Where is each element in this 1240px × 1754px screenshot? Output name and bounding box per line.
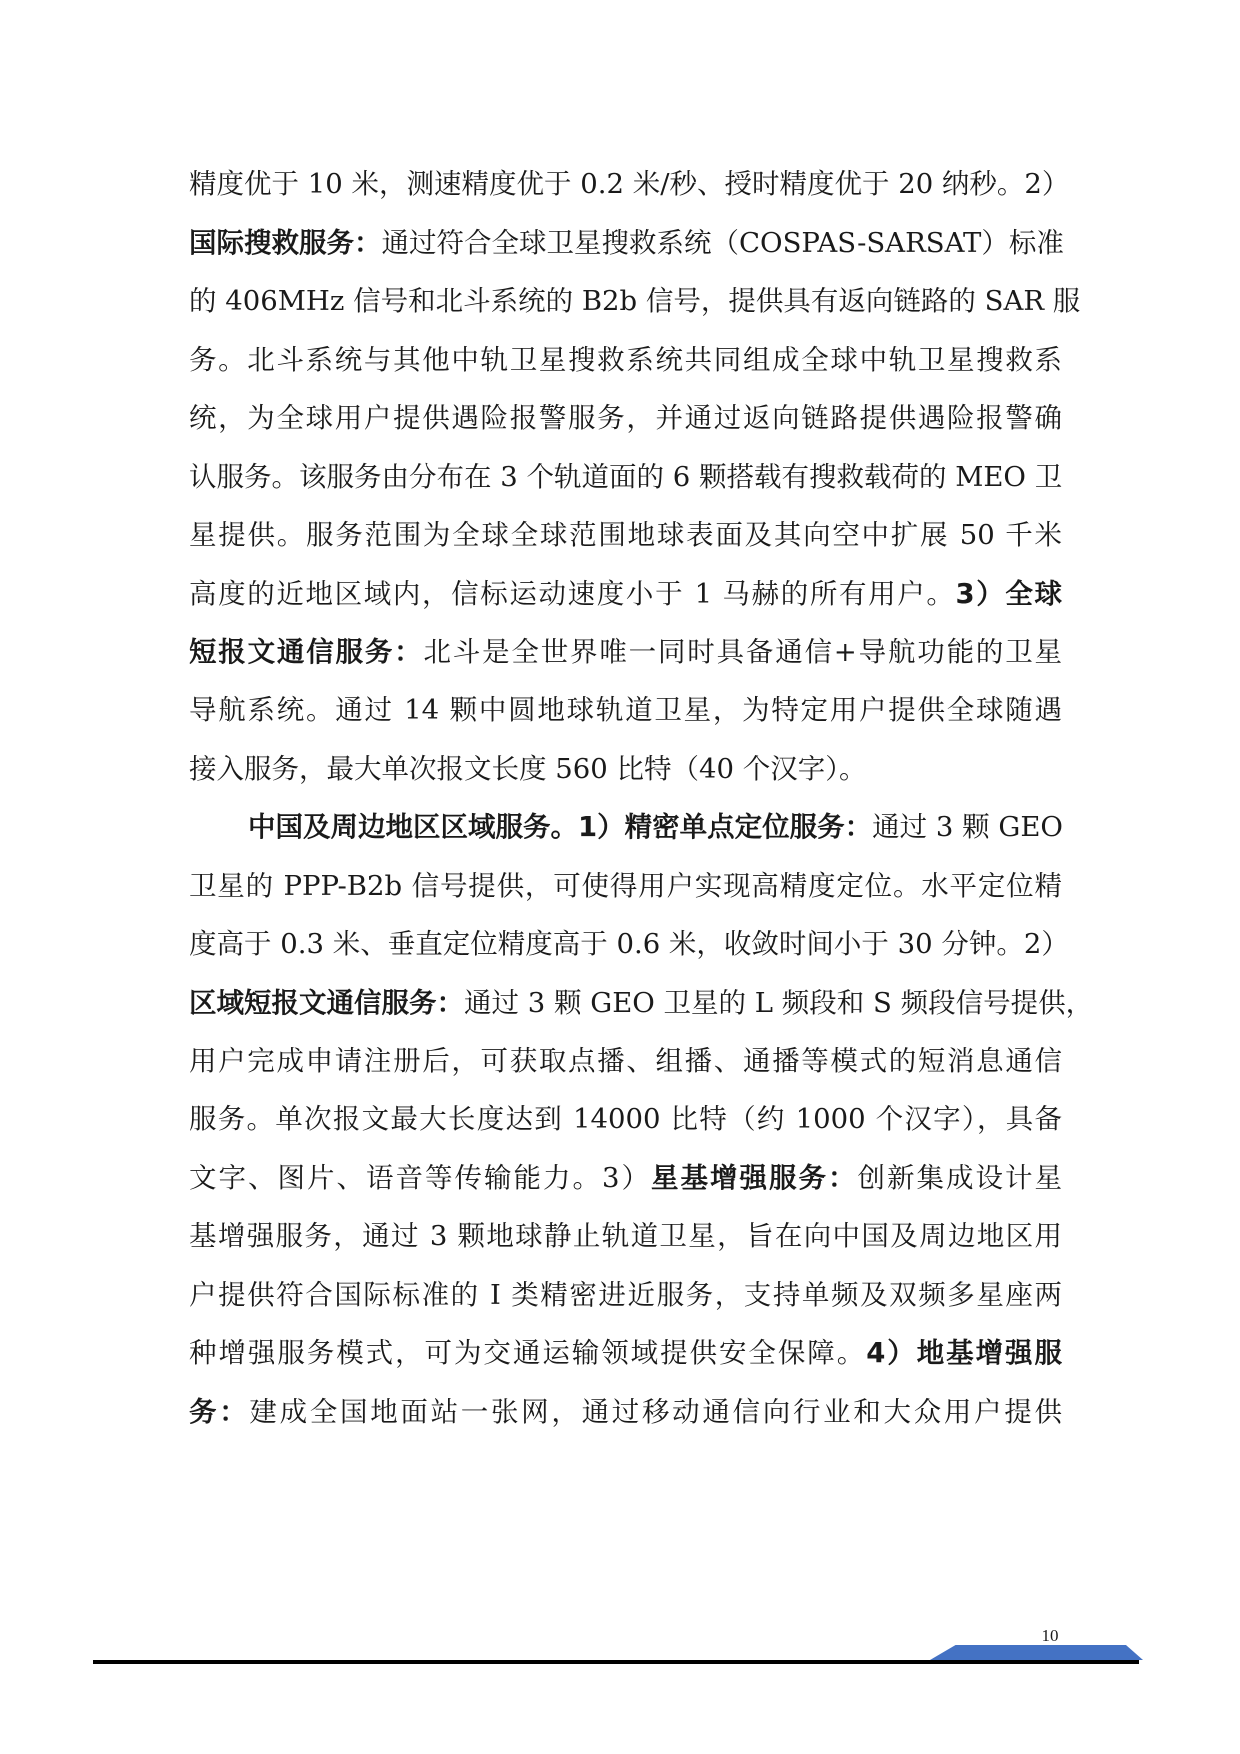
text-line-16: 用户完成申请注册后，可获取点播、组播、通播等模式的短消息通信	[189, 1045, 1062, 1077]
text-line-11: 接入服务，最大单次报文长度 560 比特（40 个汉字）。	[189, 753, 867, 785]
text-line-8: 高度的近地区域内，信标运动速度小于 1 马赫的所有用户。3）全球	[189, 578, 1062, 610]
text-line-20: 户提供符合国际标准的 I 类精密进近服务，支持单频及双频多星座两	[189, 1279, 1062, 1311]
text-line-22: 务：建成全国地面站一张网，通过移动通信向行业和大众用户提供	[189, 1396, 1063, 1428]
text-line-19: 基增强服务，通过 3 颗地球静止轨道卫星，旨在向中国及周边地区用	[189, 1220, 1062, 1252]
text-line-7: 星提供。服务范围为全球全球范围地球表面及其向空中扩展 50 千米	[189, 519, 1062, 551]
page-number: 10	[1041, 1626, 1059, 1645]
text-line-17: 服务。单次报文最大长度达到 14000 比特（约 1000 个汉字），具备	[189, 1103, 1062, 1135]
text-line-15: 区域短报文通信服务：通过 3 颗 GEO 卫星的 L 频段和 S 频段信号提供，	[189, 987, 1094, 1019]
text-line-14: 度高于 0.3 米、垂直定位精度高于 0.6 米，收敛时间小于 30 分钟。2）	[189, 928, 1069, 960]
text-line-3: 的 406MHz 信号和北斗系统的 B2b 信号，提供具有返向链路的 SAR 服	[189, 285, 1081, 317]
heading-sbas: 星基增强服务：	[651, 1162, 858, 1194]
text-line-10: 导航系统。通过 14 颗中圆地球轨道卫星，为特定用户提供全球随遇	[189, 694, 1062, 726]
heading-gbas: 4）地基增强服	[866, 1337, 1062, 1369]
text-line-2: 国际搜救服务：通过符合全球卫星搜救系统（COSPAS-SARSAT）标准	[189, 227, 1064, 259]
heading-regional-sms: 区域短报文通信服务：	[189, 987, 464, 1019]
heading-regional-services: 中国及周边地区区域服务。1）精密单点定位服务：	[248, 811, 873, 843]
text-line-5: 统，为全球用户提供遇险报警服务，并通过返向链路提供遇险报警确	[189, 402, 1062, 434]
text-line-13: 卫星的 PPP-B2b 信号提供，可使得用户实现高精度定位。水平定位精	[189, 870, 1062, 902]
footer-accent-bar	[930, 1645, 1143, 1660]
footer-rule	[93, 1660, 1139, 1664]
text-line-6: 认服务。该服务由分布在 3 个轨道面的 6 颗搭载有搜救载荷的 MEO 卫	[189, 461, 1063, 493]
heading-international-sar: 国际搜救服务：	[189, 227, 382, 259]
text-line-4: 务。北斗系统与其他中轨卫星搜救系统共同组成全球中轨卫星搜救系	[189, 344, 1062, 376]
heading-global-sms: 3）全球	[955, 578, 1062, 610]
text-line-1: 精度优于 10 米，测速精度优于 0.2 米/秒、授时精度优于 20 纳秒。2）	[189, 168, 1070, 200]
text-line-12: 中国及周边地区区域服务。1）精密单点定位服务：通过 3 颗 GEO	[248, 811, 1063, 843]
text-line-9: 短报文通信服务：北斗是全世界唯一同时具备通信+导航功能的卫星	[189, 636, 1063, 668]
text-line-18: 文字、图片、语音等传输能力。3）星基增强服务：创新集成设计星	[189, 1162, 1062, 1194]
text-line-21: 种增强服务模式，可为交通运输领域提供安全保障。4）地基增强服	[189, 1337, 1062, 1369]
